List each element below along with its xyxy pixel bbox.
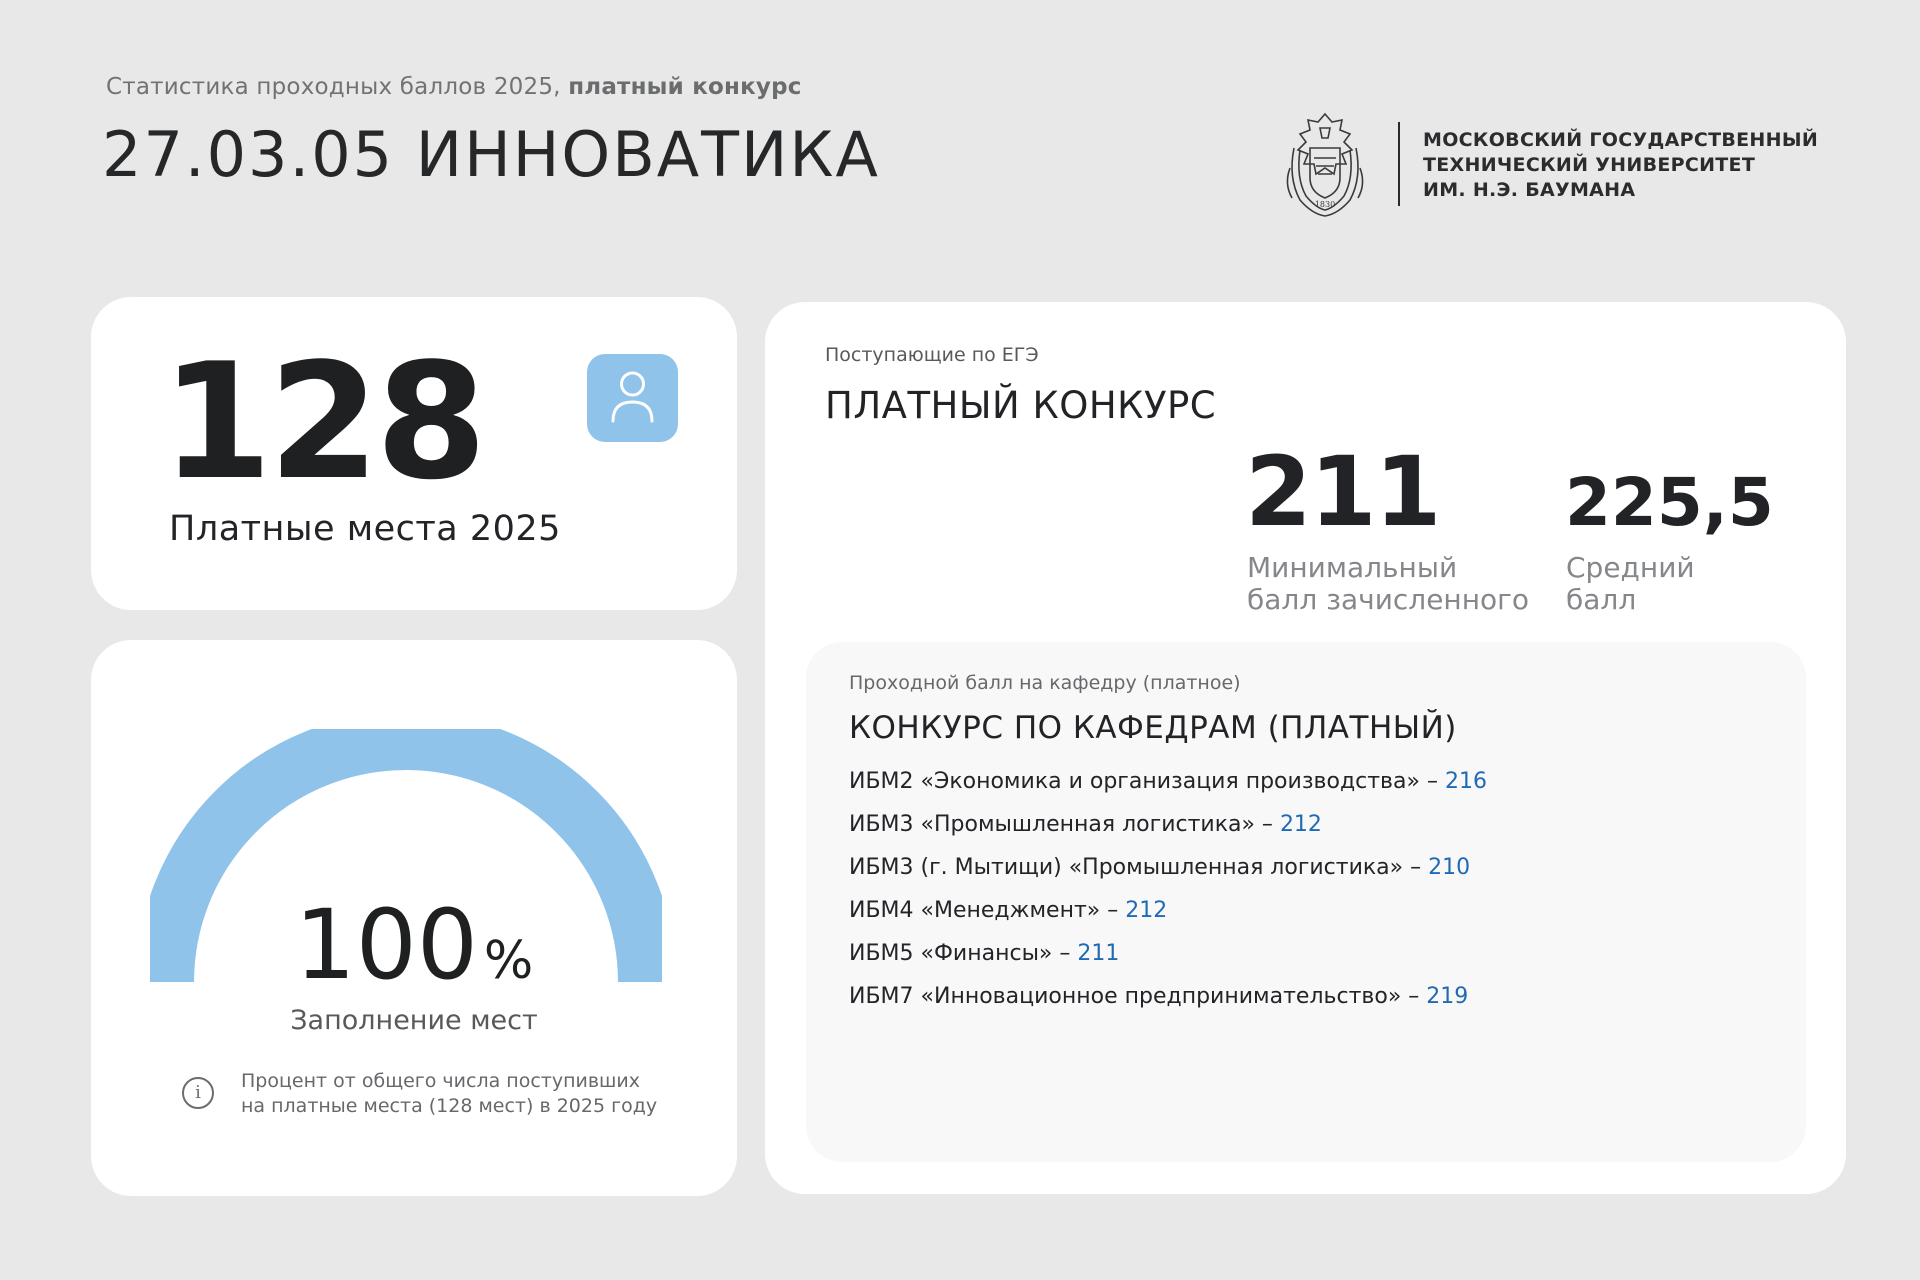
fill-label: Заполнение мест	[290, 1005, 538, 1036]
department-score: 210	[1428, 855, 1471, 880]
university-name-line: МОСКОВСКИЙ ГОСУДАРСТВЕННЫЙ	[1423, 129, 1819, 151]
info-icon: i	[182, 1077, 214, 1109]
university-name-line: ИМ. Н.Э. БАУМАНА	[1423, 179, 1636, 201]
avg-score-value: 225,5	[1565, 464, 1774, 541]
paid-seats-count: 128	[161, 328, 483, 515]
university-name	[1423, 128, 1818, 203]
paid-seats-label: Платные места 2025	[169, 509, 561, 549]
department-name: ИБМ3 (г. Мытищи) «Промышленная логистика»	[849, 855, 1404, 880]
page-subtitle	[106, 74, 802, 100]
paid-competition-card	[765, 302, 1846, 1194]
info-text-line: на платные места (128 мест) в 2025 году	[241, 1095, 658, 1117]
info-text-line: Процент от общего числа поступивших	[241, 1070, 641, 1092]
paid-seats-card	[91, 297, 737, 610]
department-item	[849, 768, 1487, 811]
seal-year: 1830	[1314, 200, 1336, 209]
department-separator: –	[1052, 941, 1078, 966]
department-name: ИБМ4 «Менеджмент»	[849, 898, 1101, 923]
department-name: ИБМ3 «Промышленная логистика»	[849, 812, 1255, 837]
avg-score-label-line: Средний	[1566, 551, 1695, 584]
department-item	[849, 854, 1487, 897]
departments-list	[849, 768, 1487, 1026]
department-separator: –	[1100, 898, 1126, 923]
department-item	[849, 811, 1487, 854]
department-name: ИБМ5 «Финансы»	[849, 941, 1053, 966]
departments-title: КОНКУРС ПО КАФЕДРАМ (ПЛАТНЫЙ)	[849, 710, 1457, 746]
page-title: 27.03.05 ИННОВАТИКА	[102, 118, 880, 191]
department-score: 219	[1426, 984, 1469, 1009]
department-item	[849, 983, 1487, 1026]
competition-subtitle: Поступающие по ЕГЭ	[825, 344, 1039, 366]
seat-fill-card	[91, 640, 737, 1196]
fill-percentage	[91, 890, 737, 1016]
competition-title: ПЛАТНЫЙ КОНКУРС	[825, 384, 1217, 427]
department-separator: –	[1401, 984, 1427, 1009]
min-score-label	[1247, 552, 1529, 616]
departments-panel	[806, 642, 1806, 1162]
min-score-label-line: балл зачисленного	[1247, 583, 1530, 616]
user-icon-badge	[587, 354, 678, 442]
department-score: 212	[1279, 812, 1322, 837]
department-item	[849, 897, 1487, 940]
department-name: ИБМ2 «Экономика и организация производства»	[849, 769, 1420, 794]
min-score-value: 211	[1245, 436, 1440, 548]
user-icon	[587, 354, 678, 442]
department-separator: –	[1403, 855, 1429, 880]
university-name-line: ТЕХНИЧЕСКИЙ УНИВЕРСИТЕТ	[1423, 154, 1756, 176]
university-seal-logo	[1280, 108, 1370, 220]
fill-percentage-value: 100	[294, 889, 478, 1001]
department-separator: –	[1419, 769, 1445, 794]
department-separator: –	[1254, 812, 1280, 837]
department-score: 212	[1125, 898, 1168, 923]
avg-score-label	[1566, 552, 1695, 616]
departments-subtitle: Проходной балл на кафедру (платное)	[849, 672, 1241, 694]
fill-info-text	[241, 1069, 711, 1119]
avg-score-label-line: балл	[1566, 583, 1637, 616]
department-item	[849, 940, 1487, 983]
department-name: ИБМ7 «Инновационное предпринимательство»	[849, 984, 1402, 1009]
subtitle-bold: платный конкурс	[568, 74, 802, 100]
min-score-label-line: Минимальный	[1247, 551, 1458, 584]
department-score: 211	[1077, 941, 1120, 966]
fill-percentage-unit: %	[483, 931, 534, 991]
department-score: 216	[1444, 769, 1487, 794]
subtitle-regular: Статистика проходных баллов 2025,	[106, 74, 561, 100]
logo-divider	[1398, 122, 1400, 206]
